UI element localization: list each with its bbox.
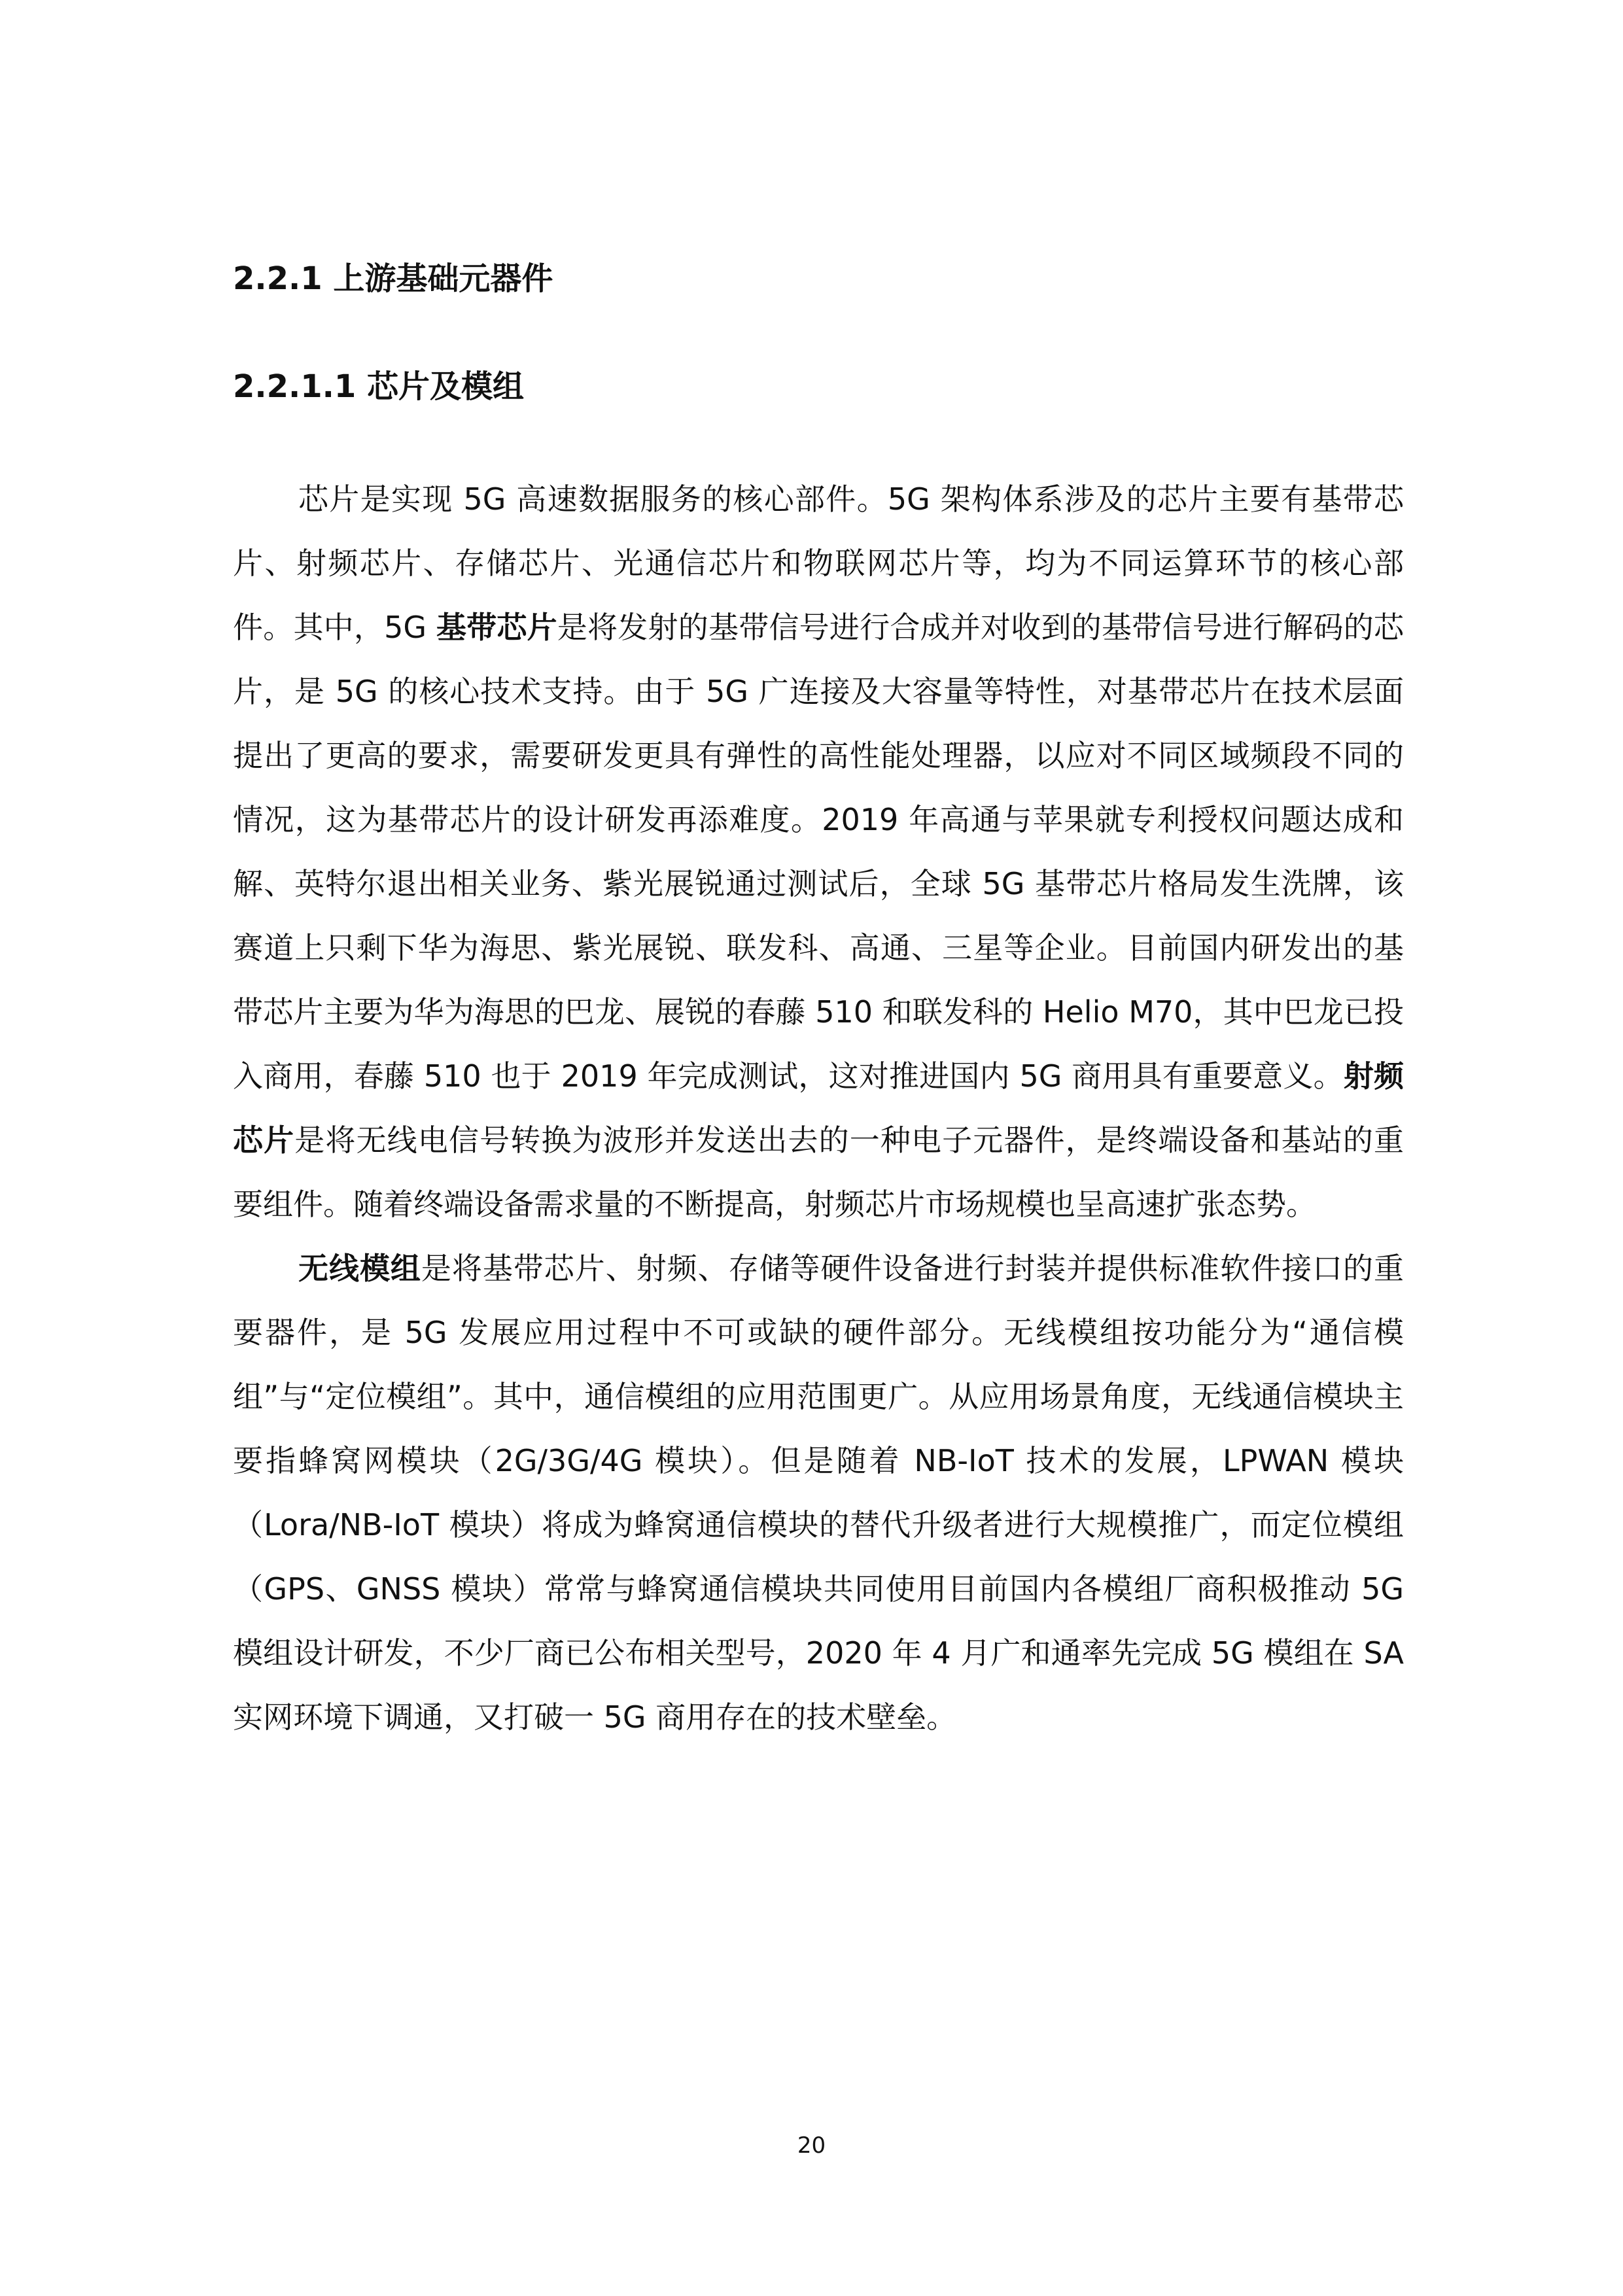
page-number: 20 — [797, 2132, 826, 2159]
term-baseband-chip: 基带芯片 — [436, 610, 557, 645]
term-rf-chip: 射频芯片 — [233, 1058, 1405, 1158]
paragraph-modules — [233, 1236, 1404, 1749]
term-wireless-module: 无线模组 — [298, 1251, 421, 1286]
body-text — [233, 467, 1404, 1749]
paragraph-text: 是将基带芯片、射频、存储等硬件设备进行封装并提供标准软件接口的重要器件，是 5G 发展应用过程中不可或缺的硬件部分。无线模组按功能分为“通信模组”与“定位模组”。其中，通信模组的应用范围更广。从应用场景角度，无线通信模块主要指蜂窝网模块（2G/3G/4G 模块）。但是随着 NB-IoT 技术的发展，LPWAN 模块（Lora/NB-IoT 模块）将成为蜂窝通信模块的替代升级者进行大规模推广，而定位模组（GPS、GNSS 模块）常常与蜂窝通信模块共同使用目前国内各模组厂商积极推动 5G 模组设计研发，不少厂商已公布相关型号，2020 年 4 月广和通率先完成 5G 模组在 SA 实网环境下调通，又打破一 5G 商用存在的技术壁垒。 — [233, 1251, 1405, 1735]
section-heading: 2.2.1 上游基础元器件 — [233, 260, 553, 297]
paragraph-chips — [233, 467, 1404, 1236]
paragraph-text: 是将发射的基带信号进行合成并对收到的基带信号进行解码的芯片，是 5G 的核心技术支持。由于 5G 广连接及大容量等特性，对基带芯片在技术层面提出了更高的要求，需要研发更具有弹性的高性能处理器，以应对不同区域频段不同的情况，这为基带芯片的设计研发再添难度。2019 年高通与苹果就专利授权问题达成和解、英特尔退出相关业务、紫光展锐通过测试后，全球 5G 基带芯片格局发生洗牌，该赛道上只剩下华为海思、紫光展锐、联发科、高通、三星等企业。目前国内研发出的基带芯片主要为华为海思的巴龙、展锐的春藤 510 和联发科的 Helio M70，其中巴龙已投入商用，春藤 510 也于 2019 年完成测试，这对推进国内 5G 商用具有重要意义。 — [233, 610, 1405, 1094]
paragraph-text: 芯片是实现 5G 高速数据服务的核心部件。5G 架构体系涉及的芯片主要有基带芯片、射频芯片、存储芯片、光通信芯片和物联网芯片等，均为不同运算环节的核心部件。其中，5G — [233, 481, 1404, 645]
paragraph-text: 是将无线电信号转换为波形并发送出去的一种电子元器件，是终端设备和基站的重要组件。随着终端设备需求量的不断提高，射频芯片市场规模也呈高速扩张态势。 — [233, 1122, 1405, 1222]
subsection-heading: 2.2.1.1 芯片及模组 — [233, 368, 525, 405]
